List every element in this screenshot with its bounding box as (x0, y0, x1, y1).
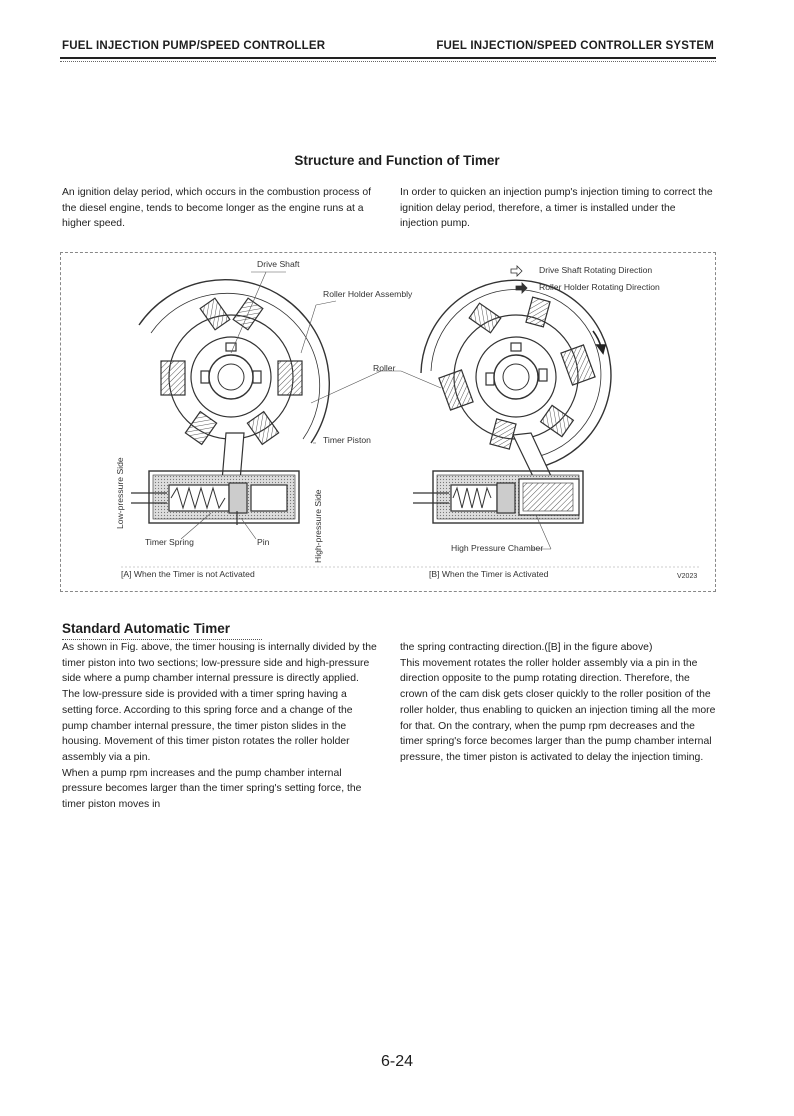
figure-code: V2023 (677, 573, 698, 580)
body-right-paragraph-1: the spring contracting direction.([B] in the figure above) (400, 642, 653, 653)
header-right: FUEL INJECTION/SPEED CONTROLLER SYSTEM (436, 40, 714, 52)
caption-b: [B] When the Timer is Activated (429, 569, 549, 579)
header-rule-dotted (60, 61, 716, 62)
body-right-column (400, 640, 716, 766)
label-low-pressure-side: Low-pressure Side (115, 457, 125, 529)
body-left-paragraph-1: As shown in Fig. above, the timer housing is internally divided by the timer piston into two sections; low-pressure side and high-pressure side where a pump chamber internal pressure is directly applied. The low-pressure side is provided with a timer spring having a setting force. According to this spring force and a change of the pump chamber internal pressure, the timer piston slides in the housing. Movement of this timer piston rotates the roller holder assembly via a pin. (62, 642, 377, 763)
body-left-paragraph-2: When a pump rpm increases and the pump chamber internal pressure becomes larger than the timer spring's setting force, the timer piston moves in (62, 767, 362, 811)
label-timer-spring: Timer Spring (145, 537, 194, 547)
caption-a: [A] When the Timer is not Activated (121, 569, 255, 579)
legend-arrows (511, 266, 527, 293)
label-pin: Pin (257, 537, 270, 547)
header-rule (60, 57, 716, 59)
label-drive-shaft: Drive Shaft (257, 259, 300, 269)
label-timer-piston: Timer Piston (323, 435, 371, 445)
body-left-column (62, 640, 378, 813)
label-high-pressure-chamber: High Pressure Chamber (451, 543, 544, 553)
page-number: 6-24 (380, 1053, 414, 1070)
label-high-pressure-side: High-pressure Side (313, 489, 323, 563)
diagram-b (413, 280, 611, 523)
body-right-paragraph-2: This movement rotates the roller holder assembly via a pin in the direction opposite to the pump rotating direction. Therefore, the crown of the cam disk gets closer quickly to the roller position of the roller holder, thus enabling to quicken an injection timing all the more for that. On the contrary, when the pump rpm decreases and the timer spring's force becomes larger than the pump chamber internal pressure, the timer piston is activated to delay the injection timing. (400, 657, 716, 763)
label-roller: Roller (373, 363, 396, 373)
legend-drive-shaft-direction: Drive Shaft Rotating Direction (539, 265, 653, 275)
intro-left-text: An ignition delay period, which occurs in the combustion process of the diesel engine, tends to become longer as the engine runs at a higher speed. (62, 187, 371, 229)
intro-right-text: In order to quicken an injection pump's injection timing to correct the ignition delay period, therefore, a timer is installed under the injection pump. (400, 187, 713, 229)
timer-figure (60, 252, 716, 592)
subsection-title: Standard Automatic Timer (62, 621, 231, 636)
section-title: Structure and Function of Timer (294, 153, 500, 168)
header-left: FUEL INJECTION PUMP/SPEED CONTROLLER (62, 40, 326, 52)
legend-roller-holder-direction: Roller Holder Rotating Direction (539, 282, 660, 292)
label-roller-holder-assembly: Roller Holder Assembly (323, 289, 413, 299)
diagram-a (131, 280, 329, 525)
